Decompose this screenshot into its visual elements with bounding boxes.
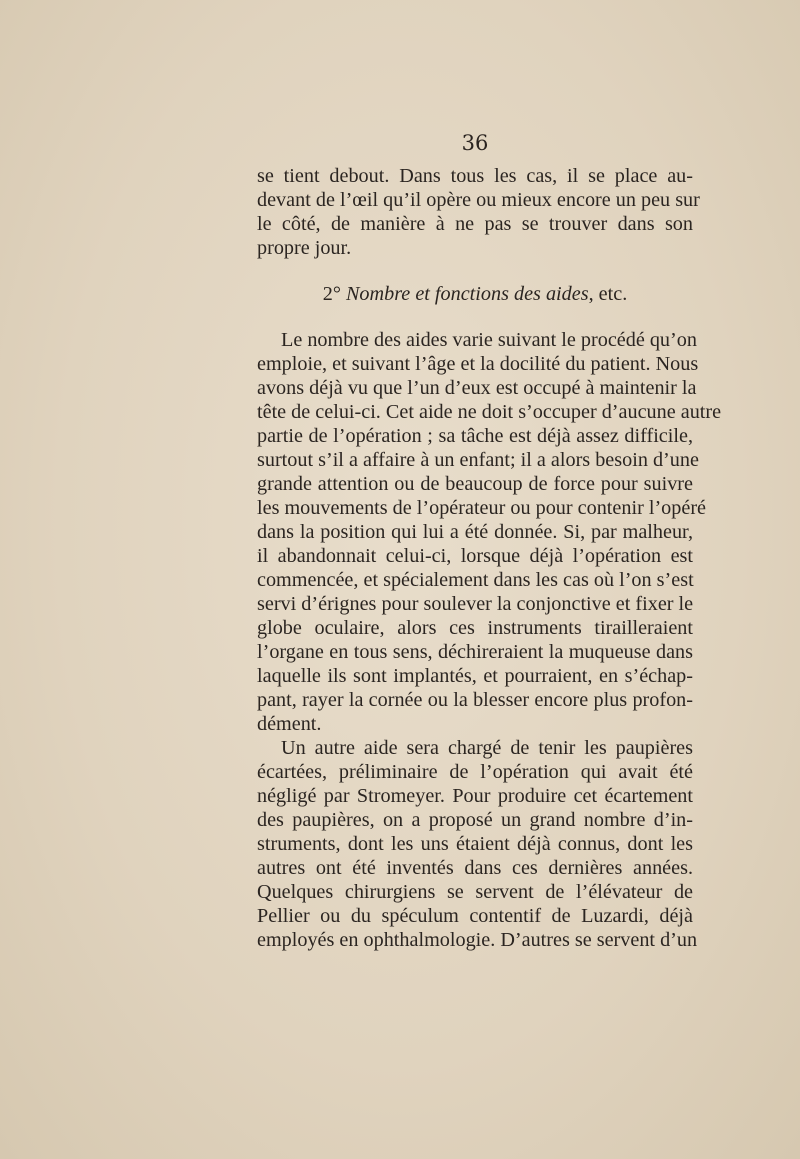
paragraph-2 <box>257 328 722 736</box>
text-line: avons déjà vu que l’un d’eux est occupé à maintenir la <box>257 377 697 399</box>
text-line: grande attention ou de beaucoup de force pour suivre <box>257 473 693 495</box>
text-line: commencée, et spécialement dans les cas où l’on s’est <box>257 569 694 591</box>
text-line: pant, rayer la cornée ou la blesser encore plus profon- <box>257 689 693 711</box>
text-line: dément. <box>257 713 322 735</box>
text-line: surtout s’il a affaire à un enfant; il a alors besoin d’une <box>257 449 699 471</box>
text-line: propre jour. <box>257 237 352 259</box>
paragraph-1 <box>257 164 700 260</box>
section-title: Nombre et fonctions des aides <box>345 283 589 305</box>
text-line: le côté, de manière à ne pas se trouver dans son <box>257 213 693 235</box>
text-line: écartées, préliminaire de l’opération qui avait été <box>257 761 693 783</box>
text-line: il abandonnait celui-ci, lorsque déjà l’opération est <box>257 545 693 567</box>
text-line: employés en ophthalmologie. D’autres se servent d’un <box>257 929 698 951</box>
text-line: des paupières, on a proposé un grand nombre d’in- <box>257 809 693 831</box>
text-line: tête de celui-ci. Cet aide ne doit s’occuper d’aucune autre <box>257 401 722 423</box>
paragraph-3 <box>257 736 698 952</box>
section-numeral: 2° <box>322 283 341 305</box>
section-title-suffix: , etc. <box>588 283 628 305</box>
text-line: Le nombre des aides varie suivant le procédé qu’on <box>281 329 697 351</box>
text-line: globe oculaire, alors ces instruments tirailleraient <box>257 617 693 639</box>
text-line: Quelques chirurgiens se servent de l’élévateur de <box>257 881 693 903</box>
text-line: emploie, et suivant l’âge et la docilité du patient. Nous <box>257 353 699 375</box>
text-line: autres ont été inventés dans ces dernières années. <box>257 857 693 879</box>
body-text <box>257 164 722 952</box>
text-line: se tient debout. Dans tous les cas, il se place au- <box>257 165 693 187</box>
text-line: servi d’érignes pour soulever la conjonctive et fixer le <box>257 593 694 615</box>
text-line: Un autre aide sera chargé de tenir les paupières <box>281 737 693 759</box>
page-number: 36 <box>461 131 489 155</box>
text-line: dans la position qui lui a été donnée. Si, par malheur, <box>257 521 693 543</box>
text-line: négligé par Stromeyer. Pour produire cet écartement <box>257 785 693 807</box>
text-line: partie de l’opération ; sa tâche est déjà assez difficile, <box>257 425 693 447</box>
text-line: struments, dont les uns étaient déjà connus, dont les <box>257 833 693 855</box>
text-line: devant de l’œil qu’il opère ou mieux encore un peu sur <box>257 189 700 211</box>
section-heading <box>257 282 693 306</box>
text-line: les mouvements de l’opérateur ou pour contenir l’opéré <box>257 497 707 519</box>
text-line: Pellier ou du spéculum contentif de Luzardi, déjà <box>257 905 693 927</box>
text-line: laquelle ils sont implantés, et pourraient, en s’échap- <box>257 665 693 687</box>
text-line: l’organe en tous sens, déchireraient la muqueuse dans <box>257 641 693 663</box>
